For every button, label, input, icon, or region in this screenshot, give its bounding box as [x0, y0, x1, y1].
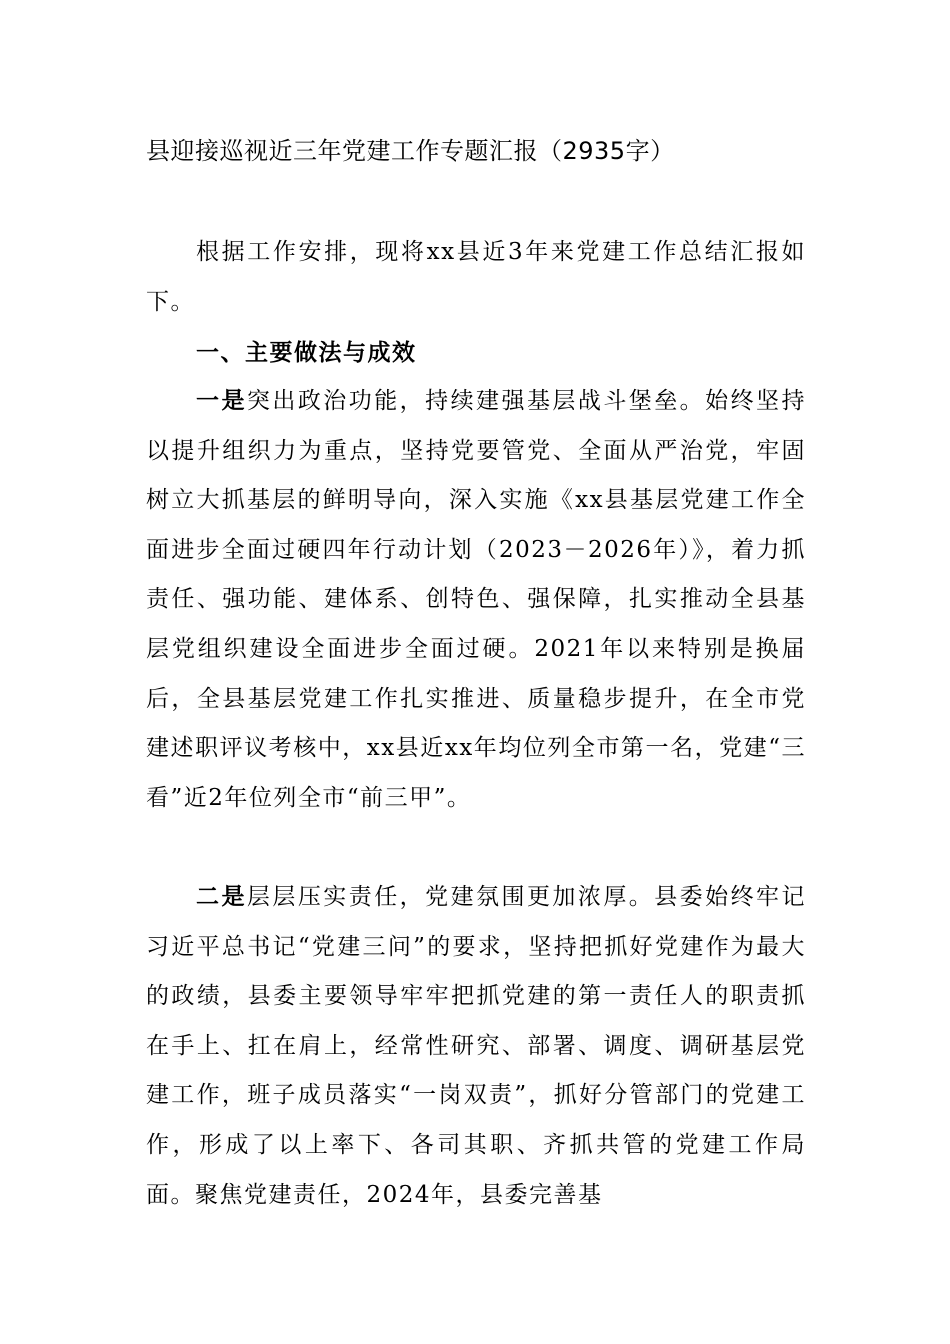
paragraph-body: 层层压实责任，党建氛围更加浓厚。县委始终牢记习近平总书记“党建三问”的要求，坚持把抓好党建作为最大的政绩，县委主要领导牢牢把抓党建的第一责任人的职责抓在手上、扛在肩上，经常性研究、部署、调度、调研基层党建工作，班子成员落实“一岗双责”，抓好分管部门的党建工作，形成了以上率下、各司其职、齐抓共管的党建工作局面。聚焦党建责任，2024年，县委完善基 [146, 884, 807, 1208]
paragraph-lead: 二是 [196, 884, 247, 910]
body-paragraph-1 [146, 377, 806, 823]
document-title: 县迎接巡视近三年党建工作专题汇报（2935字） [146, 137, 675, 165]
body-paragraph-2 [146, 873, 806, 1220]
paragraph-lead: 一是 [196, 388, 247, 414]
intro-paragraph: 根据工作安排，现将xx县近3年来党建工作总结汇报如下。 [146, 239, 806, 315]
section-heading: 一、主要做法与成效 [196, 340, 417, 366]
paragraph-body: 突出政治功能，持续建强基层战斗堡垒。始终坚持以提升组织力为重点，坚持党要管党、全面从严治党，牢固树立大抓基层的鲜明导向，深入实施《xx县基层党建工作全面进步全面过硬四年行动计划（2023－2026年）》，着力抓责任、强功能、建体系、创特色、强保障，扎实推动全县基层党组织建设全面进步全面过硬。2021年以来特别是换届后，全县基层党建工作扎实推进、质量稳步提升，在全市党建述职评议考核中，xx县近xx年均位列全市第一名，党建“三看”近2年位列全市“前三甲”。 [146, 388, 807, 811]
